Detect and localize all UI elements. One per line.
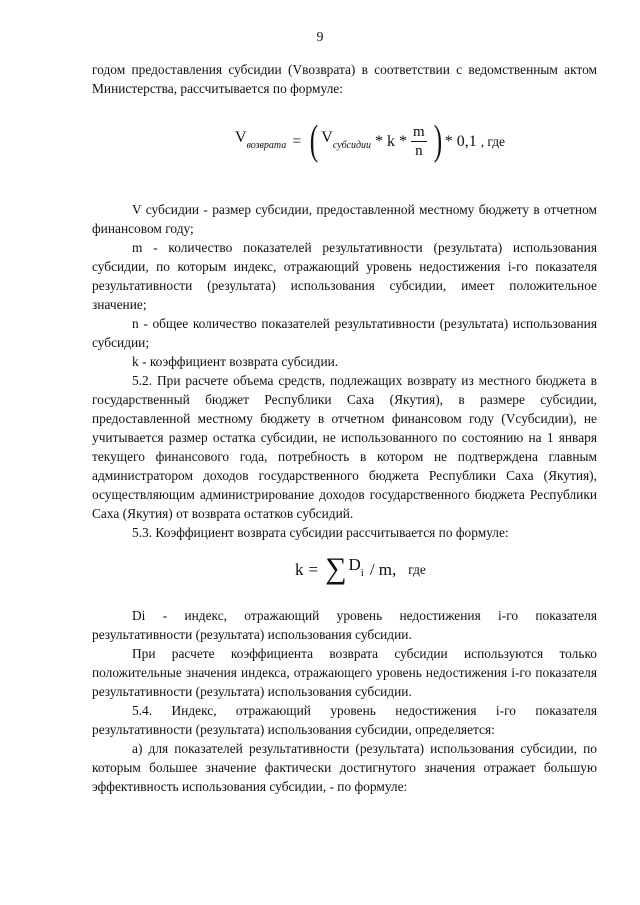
formula-symbol: $V_{возврата}$ bbox=[235, 128, 287, 151]
formula-operator: / m, bbox=[369, 559, 397, 579]
formula-v-vozvrata bbox=[92, 103, 597, 181]
paragraph-3: m - количество показателей результативности (результата) использования субсидии, по которым индекс, отражающий уровень недостижения i-го показателя результативности (результата) использования субсидии, имеет положительное значение; bbox=[92, 240, 597, 312]
formula-operator: * 0,1 bbox=[444, 132, 477, 150]
paragraph-1: годом предоставления субсидии (Vвозврата) в соответствии с ведомственным актом Министерства, рассчитывается по формуле: bbox=[92, 62, 597, 96]
formula-symbol: $D_i$ bbox=[348, 555, 364, 579]
paragraph-7: 5.3. Коэффициент возврата субсидии рассчитывается по формуле: bbox=[132, 525, 509, 540]
left-paren-icon: ( bbox=[310, 118, 319, 164]
paragraph-10: 5.4. Индекс, отражающий уровень недостижения i-го показателя результативности (результата) использования субсидии, определяется: bbox=[92, 703, 597, 737]
document-body bbox=[92, 60, 597, 796]
paragraph-2: V субсидии - размер субсидии, предоставленной местному бюджету в отчетном финансовом году; bbox=[92, 202, 597, 236]
paragraph-11: а) для показателей результативности (результата) использования субсидии, по которым большее значение фактически достигнутого значения отражает большую эффективность использования субсидии, - по формуле: bbox=[92, 741, 597, 794]
paragraph-4: n - общее количество показателей результативности (результата) использования субсидии; bbox=[92, 316, 597, 350]
page-number: 9 bbox=[316, 30, 324, 45]
formula-where: где bbox=[408, 561, 426, 577]
paragraph-6: 5.2. При расчете объема средств, подлежащих возврату из местного бюджета в государственный бюджет Республики Саха (Якутия), в размере субсидии, предоставленной местному бюджету в отчетном финансовом году (Vсубсидии), не учитывается размер остатка субсидии, не использованного по состоянию на 1 января текущего финансового года, потребность в котором не подтверждена главным администратором доходов государственного бюджета Республики Саха (Якутия), осуществляющим администрирование доходов государственного бюджета Республики Саха (Якутия) от возврата остатков субсидий. bbox=[92, 373, 597, 521]
formula-equals: = bbox=[292, 132, 302, 150]
formula-where: , где bbox=[480, 133, 505, 149]
formula-fraction: $\frac{m}{n}$ bbox=[413, 123, 425, 159]
formula-equals: = bbox=[308, 559, 319, 579]
paragraph-5: k - коэффициент возврата субсидии. bbox=[132, 354, 339, 369]
sum-icon: ∑ bbox=[325, 552, 347, 585]
formula-operator: * k * bbox=[375, 132, 408, 150]
right-paren-icon: ) bbox=[433, 118, 442, 164]
formula-symbol: $V_{субсидии}$ bbox=[321, 128, 372, 151]
paragraph-9: При расчете коэффициента возврата субсидии используются только положительные значения индекса, отражающего уровень недостижения i-го показателя результативности (результата) использования субсидии. bbox=[92, 646, 597, 699]
formula-k bbox=[92, 542, 597, 606]
paragraph-8: Di - индекс, отражающий уровень недостижения i-го показателя результативности (результата) использования субсидии. bbox=[92, 608, 597, 642]
formula-symbol: k bbox=[295, 559, 304, 579]
